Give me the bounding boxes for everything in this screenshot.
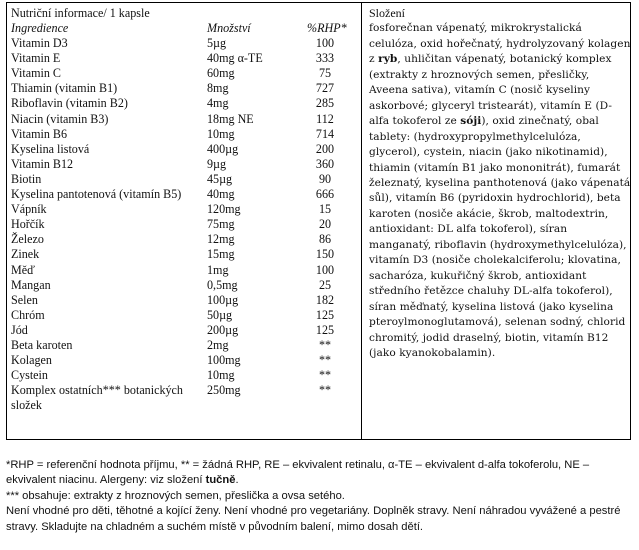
footnote-rhp-end: . [235,474,239,487]
row-ingredient: Riboflavin (vitamin B2) [11,96,128,111]
row-ingredient: Vitamin B12 [11,156,74,171]
nutrition-row [11,368,357,383]
row-ingredient: Komplex ostatních*** botanických složek [11,383,183,413]
nutrition-row [11,293,357,308]
row-rhp: 200 [315,141,335,156]
nutrition-row [11,81,357,96]
footnote-bold-word: tučně [205,474,236,487]
header-ingredient: Ingredience [11,21,69,35]
row-amount: 45µg [207,171,233,186]
nutrition-row [11,142,357,157]
row-amount: 40mg [207,187,235,202]
nutrition-row [11,323,357,338]
row-rhp: 90 [318,171,332,186]
nutrition-panel [11,6,357,413]
ingredients-part-1: fosforečnan vápenatý, mikrokrystalická celulóza, oxid hořečnatý, hydrolyzovaný kolagen z [369,22,631,66]
row-rhp: 100 [315,262,335,277]
nutrition-row [11,112,357,127]
row-amount: 9µg [207,156,227,171]
row-amount: 40mg α-TE [207,51,263,66]
row-amount: 10mg [207,368,235,383]
ingredients-panel [369,6,631,361]
row-ingredient: Měď [11,262,35,277]
nutrition-row [11,278,357,293]
nutrition-row [11,353,357,368]
nutrition-title-row [11,6,357,21]
ingredients-heading: Složení [369,6,405,20]
row-ingredient: Jód [11,322,28,337]
row-amount: 50µg [207,307,233,322]
header-amount: Množství [207,21,251,35]
nutrition-row [11,157,357,172]
row-amount: 12mg [207,232,235,247]
row-ingredient: Beta karoten [11,337,73,352]
nutrition-row [11,338,357,353]
ingredients-text [369,21,631,361]
row-ingredient: Vitamin D3 [11,36,68,51]
nutrition-row [11,232,357,247]
row-rhp: 100 [315,36,335,51]
row-amount: 4mg [207,96,229,111]
nutrition-row [11,202,357,217]
footnote-warnings: Není vhodné pro děti, těhotné a kojící ženy. Není vhodné pro vegetariány. Doplněk stravy. Není náhradou vyvážené a pestré stravy. Skladujte na chladném a suchém místě v původním balení, mimo dosah dětí. [6,505,621,533]
row-rhp: 125 [315,307,335,322]
row-rhp: 333 [315,51,335,66]
footnotes [6,458,634,535]
row-rhp: 182 [315,292,335,307]
row-ingredient: Biotin [11,171,42,186]
row-rhp: 20 [318,217,332,232]
row-rhp: ** [318,383,332,398]
nutrition-row [11,187,357,202]
nutrition-row [11,247,357,262]
row-amount: 8mg [207,81,229,96]
row-ingredient: Mangan [11,277,51,292]
row-ingredient: Vitamin E [11,51,61,66]
row-amount: 250mg [207,383,241,398]
row-ingredient: Zinek [11,247,40,262]
row-ingredient: Vápník [11,202,47,217]
row-amount: 0,5mg [207,277,238,292]
row-rhp: 25 [318,277,332,292]
ingredients-part-2: , uhličitan vápenatý, botanický komplex (extrakty z hroznových semen, přesličky, Aveena sativa), vitamín C (nosič kyseliny askorbové; glyceryl tristearát), vitamín E (D-alfa tokoferol ze [369,53,612,128]
row-ingredient: Kolagen [11,353,52,368]
row-rhp: 112 [316,111,334,126]
row-rhp: 285 [315,96,335,111]
row-rhp: 125 [315,322,335,337]
row-ingredient: Hořčík [11,217,45,232]
row-ingredient: Kyselina listová [11,141,90,156]
row-ingredient: Thiamin (vitamin B1) [11,81,118,96]
nutrition-row [11,383,357,413]
row-ingredient: Kyselina pantotenová (vitamín B5) [11,187,182,202]
row-amount: 120mg [207,202,241,217]
row-amount: 18mg NE [207,111,254,126]
row-rhp: 666 [315,187,335,202]
footnote-rhp [6,458,634,489]
nutrition-title: Nutriční informace/ 1 kapsle [11,6,150,20]
row-amount: 400µg [207,141,239,156]
nutrition-row [11,36,357,51]
row-ingredient: Železo [11,232,44,247]
row-ingredient: Chróm [11,307,45,322]
row-rhp: 150 [315,247,335,262]
nutrition-rows [11,36,357,413]
row-ingredient: Niacin (vitamin B3) [11,111,109,126]
row-amount: 75mg [207,217,235,232]
row-rhp: 86 [318,232,332,247]
allergen-ryb: ryb [378,53,398,66]
row-amount: 10mg [207,126,235,141]
ingredients-part-3: ), oxid zinečnatý, obal tablety: (hydroxypropylmethylcelulóza, glycerol), cystein, niacin (jako nikotinamid), thiamin (vitamín B1 jako mononitrát), fumarát železnatý, kyselina panthotenová (jako vápenatá sůl), vitamín B6 (pyridoxin hydrochlorid), beta karoten (nosiče akácie, škrob, maltodextrin, antioxidant: DL alfa tokoferol), síran manganatý, riboflavin (hydroxymethylcelulóza), vitamín D3 (nosiče cholekalciferolu; klovatina, sacharóza, kukuřičný škrob, antioxidant středního řetězce chaluhy DL-alfa tokoferol), síran měďnatý, kyselina listová (jako kyselina pteroylmonoglutamová), selenan sodný, chlorid chromitý, jodid draselný, biotin, vitamín B12 (jako kyanokobalamin). [369,115,631,359]
row-rhp: 75 [318,66,332,81]
nutrition-row [11,308,357,323]
row-rhp: 727 [315,81,335,96]
row-ingredient: Vitamin C [11,66,61,81]
row-rhp: ** [318,337,332,352]
header-rhp: %RHP* [307,21,347,35]
nutrition-row [11,96,357,111]
row-rhp: ** [318,368,332,383]
row-rhp: 714 [315,126,335,141]
row-amount: 100mg [207,353,241,368]
nutrition-row [11,51,357,66]
row-rhp: ** [318,353,332,368]
row-rhp: 15 [318,202,332,217]
row-ingredient: Vitamin B6 [11,126,68,141]
nutrition-row [11,217,357,232]
nutrition-table-frame [6,2,631,440]
nutrition-header-row [11,21,357,36]
row-amount: 100µg [207,292,239,307]
allergen-soji: sóji [460,115,482,128]
footnote-botanical: *** obsahuje: extrakty z hroznových semen, přeslička a ovsa setého. [6,489,345,502]
nutrition-row [11,127,357,142]
nutrition-row [11,263,357,278]
row-ingredient: Cystein [11,368,48,383]
nutrition-row [11,66,357,81]
row-amount: 5µg [207,36,227,51]
row-amount: 60mg [207,66,235,81]
column-divider [361,3,362,439]
row-rhp: 360 [315,156,335,171]
nutrition-row [11,172,357,187]
row-amount: 2mg [207,337,229,352]
row-ingredient: Selen [11,292,38,307]
row-amount: 15mg [207,247,235,262]
footnote-rhp-text: *RHP = referenční hodnota příjmu, ** = žádná RHP, RE – ekvivalent retinalu, α-TE – ekvivalent d-alfa tokoferolu, NE – ekvivalent niacinu. Alergeny: viz složení [6,459,590,487]
row-amount: 200µg [207,322,239,337]
row-amount: 1mg [207,262,229,277]
